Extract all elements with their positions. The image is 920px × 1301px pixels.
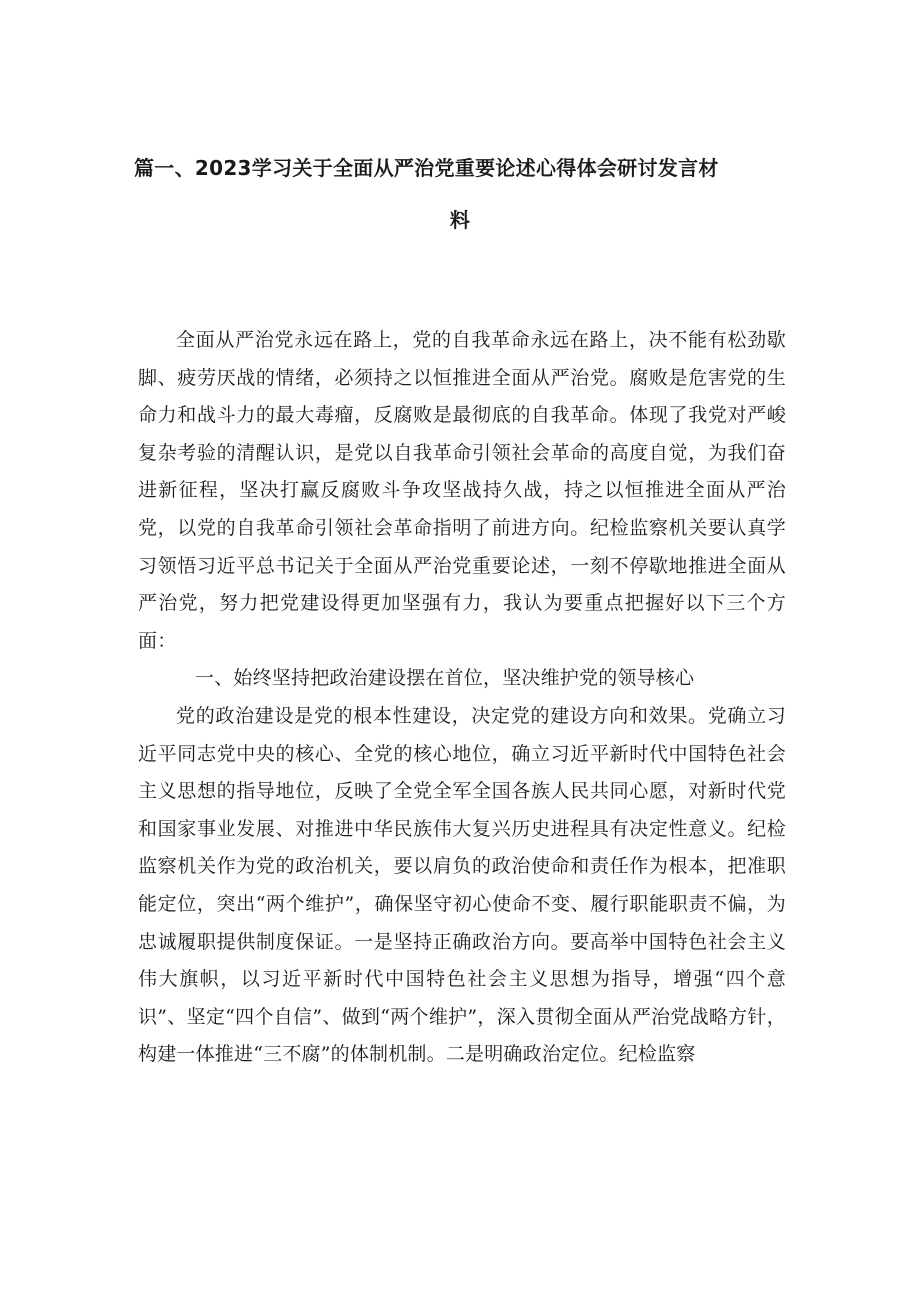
document-body (138, 322, 786, 1074)
document-title-line-2: 料 (449, 208, 471, 232)
body-paragraph-1: 全面从严治党永远在路上，党的自我革命永远在路上，决不能有松劲歇脚、疲劳厌战的情绪，必须持之以恒推进全面从严治党。腐败是危害党的生命力和战斗力的最大毒瘤，反腐败是最彻底的自我革命。体现了我党对严峻复杂考验的清醒认识，是党以自我革命引领社会革命的高度自觉，为我们奋进新征程，坚决打赢反腐败斗争攻坚战持久战，持之以恒推进全面从严治党，以党的自我革命引领社会革命指明了前进方向。纪检监察机关要认真学习领悟习近平总书记关于全面从严治党重要论述，一刻不停歇地推进全面从严治党，努力把党建设得更加坚强有力，我认为要重点把握好以下三个方面： (138, 329, 786, 652)
section-heading-1: 一、始终坚持把政治建设摆在首位，坚决维护党的领导核心 (195, 667, 695, 690)
body-paragraph-2: 党的政治建设是党的根本性建设，决定党的建设方向和效果。党确立习近平同志党中央的核心、全党的核心地位，确立习近平新时代中国特色社会主义思想的指导地位，反映了全党全军全国各族人民共同心愿，对新时代党和国家事业发展、对推进中华民族伟大复兴历史进程具有决定性意义。纪检监察机关作为党的政治机关，要以肩负的政治使命和责任作为根本，把准职能定位，突出“两个维护”，确保坚守初心使命不变、履行职能职责不偏，为忠诚履职提供制度保证。一是坚持正确政治方向。要高举中国特色社会主义伟大旗帜，以习近平新时代中国特色社会主义思想为指导，增强“四个意识”、坚定“四个自信”、做到“两个维护”，深入贯彻全面从严治党战略方针，构建一体推进“三不腐”的体制机制。二是明确政治定位。纪检监察 (138, 704, 786, 1066)
document-title-line-1: 篇一、2023学习关于全面从严治党重要论述心得体会研讨发言材 (134, 156, 719, 180)
